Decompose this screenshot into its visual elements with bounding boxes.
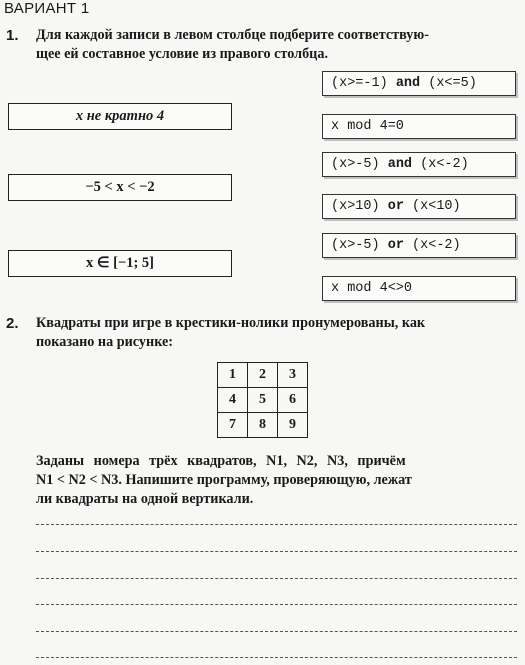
variant-header: ВАРИАНТ 1 (4, 0, 90, 17)
grid-cell: 7 (218, 413, 248, 438)
question-2-paragraph-line-1: Заданы номера трёх квадратов, N1, N2, N3, причём (36, 453, 406, 469)
answer-line[interactable] (36, 657, 517, 658)
right-item-6[interactable] (322, 276, 516, 301)
question-1-text (36, 26, 521, 64)
grid-cell: 8 (248, 413, 278, 438)
right-item-5-right: (x<-2) (403, 238, 461, 253)
right-item-4-left: (x>10) (331, 199, 388, 214)
question-2-text (36, 314, 521, 352)
right-item-5[interactable] (322, 233, 516, 258)
right-item-2-left: x mod 4=0 (331, 119, 404, 134)
question-2-text-line-1: Квадраты при игре в крестики-нолики пронумерованы, как (36, 315, 426, 331)
tic-tac-toe-grid (217, 362, 308, 438)
question-2-number: 2. (6, 315, 19, 332)
right-item-1-right: (x<=5) (420, 76, 477, 91)
right-item-3-right: (x<-2) (412, 157, 469, 172)
right-item-1[interactable] (322, 71, 516, 96)
left-item-2[interactable] (8, 174, 232, 201)
question-2-paragraph (36, 452, 521, 509)
question-1-number: 1. (6, 27, 19, 44)
answer-line[interactable] (36, 524, 517, 525)
right-item-4-right: (x<10) (403, 199, 461, 214)
answer-line[interactable] (36, 578, 517, 579)
left-item-3[interactable] (8, 250, 232, 277)
question-1-text-line-1: Для каждой записи в левом столбце подберите соответствую- (36, 27, 429, 43)
right-item-1-operator: and (395, 76, 421, 91)
right-item-1-left: (x>=-1) (331, 76, 396, 91)
question-2-paragraph-line-3: ли квадраты на одной вертикали. (36, 491, 254, 507)
left-item-2-label: −5 < x < −2 (85, 179, 155, 195)
left-item-3-label: x ∈ [−1; 5] (85, 255, 154, 271)
right-item-6-left: x mod 4<>0 (331, 281, 413, 296)
right-item-2[interactable] (322, 114, 516, 139)
right-item-4[interactable] (322, 194, 516, 219)
question-1-text-line-2: щее ей составное условие из правого столбца. (36, 46, 328, 62)
grid-cell: 1 (218, 363, 248, 388)
right-item-3-left: (x>-5) (331, 157, 388, 172)
answer-line[interactable] (36, 631, 517, 632)
grid-cell: 2 (248, 363, 278, 388)
grid-cell: 6 (278, 388, 308, 413)
grid-cell: 5 (248, 388, 278, 413)
question-2-paragraph-line-2: N1 < N2 < N3. Напишите программу, проверяющую, лежат (36, 472, 412, 488)
answer-line[interactable] (36, 551, 517, 552)
left-item-1[interactable] (8, 103, 232, 130)
left-item-1-label: x не кратно 4 (75, 108, 165, 124)
right-item-4-operator: or (387, 199, 404, 214)
grid-cell: 9 (278, 413, 308, 438)
right-item-5-left: (x>-5) (331, 238, 388, 253)
right-item-3[interactable] (322, 152, 516, 177)
grid-cell: 3 (278, 363, 308, 388)
question-2-text-line-2: показано на рисунке: (36, 334, 174, 350)
answer-line[interactable] (36, 604, 517, 605)
right-item-5-operator: or (387, 238, 404, 253)
right-item-3-operator: and (387, 157, 413, 172)
grid-cell: 4 (218, 388, 248, 413)
